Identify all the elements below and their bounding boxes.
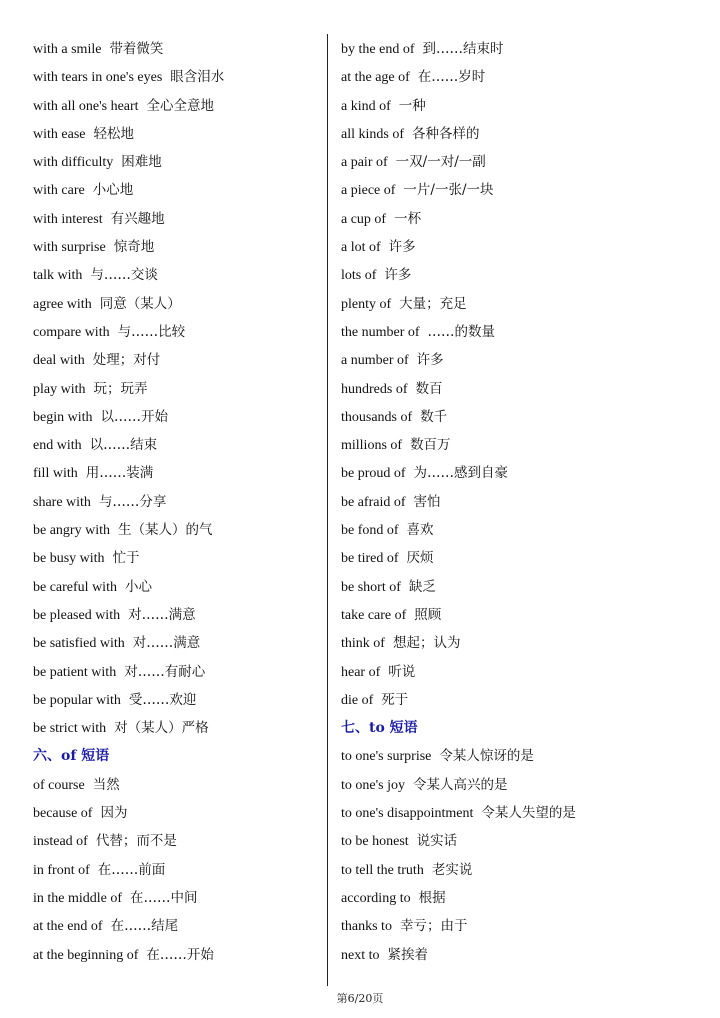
phrase-chinese: 用……装满 [85, 465, 154, 482]
phrase-chinese: 眼含泪水 [170, 69, 225, 86]
phrase-chinese: 为……感到自豪 [413, 465, 509, 482]
phrase-chinese: 小心 [124, 578, 152, 595]
phrase-english: in the middle of [33, 890, 123, 906]
phrase-row [33, 403, 333, 431]
phrase-row [341, 573, 641, 601]
phrase-english: be fond of [341, 523, 399, 539]
left-column [33, 35, 333, 969]
phrase-row [341, 92, 641, 120]
phrase-chinese: 数百万 [410, 437, 451, 454]
phrase-chinese: 全心全意地 [146, 97, 215, 114]
phrase-row [33, 573, 333, 601]
phrase-row [33, 233, 333, 261]
phrase-chinese: 有兴趣地 [110, 210, 165, 227]
phrase-english: talk with [33, 268, 83, 284]
phrase-english: a cup of [341, 211, 387, 227]
phrase-row [33, 658, 333, 686]
phrase-english: be strict with [33, 721, 107, 737]
phrase-row [341, 544, 641, 572]
phrase-row [33, 176, 333, 204]
phrase-english: thanks to [341, 919, 392, 935]
phrase-row [33, 714, 333, 742]
phrase-chinese: 惊奇地 [113, 239, 155, 256]
phrase-row [33, 375, 333, 403]
phrase-english: with interest [33, 211, 103, 227]
phrase-chinese: 轻松地 [93, 125, 134, 142]
phrase-english: play with [33, 381, 86, 397]
phrase-row [33, 856, 333, 884]
phrase-row [33, 686, 333, 714]
phrase-english: at the age of [341, 70, 410, 86]
phrase-english: be busy with [33, 551, 105, 567]
phrase-english: in front of [33, 862, 90, 878]
phrase-row [341, 742, 641, 770]
phrase-chinese: 令某人失望的是 [481, 805, 576, 822]
phrase-english: compare with [33, 324, 110, 340]
section-heading: 七、to 短语 [341, 720, 418, 737]
phrase-chinese: 困难地 [121, 154, 162, 171]
phrase-chinese: 根据 [418, 889, 446, 906]
phrase-row [341, 148, 641, 176]
phrase-row [341, 205, 641, 233]
phrase-chinese: 照顾 [414, 606, 442, 623]
phrase-english: to tell the truth [341, 862, 424, 878]
column-divider [327, 34, 328, 986]
phrase-row [341, 856, 641, 884]
phrase-english: instead of [33, 834, 88, 850]
phrase-chinese: 忙于 [112, 550, 140, 567]
phrase-english: plenty of [341, 296, 392, 312]
phrase-chinese: 小心地 [92, 182, 134, 199]
phrase-row [341, 346, 641, 374]
phrase-row [33, 516, 333, 544]
phrase-english: take care of [341, 607, 407, 623]
phrase-english: a number of [341, 353, 409, 369]
phrase-row [341, 658, 641, 686]
phrase-chinese: 老实说 [431, 861, 473, 878]
phrase-chinese: 害怕 [413, 493, 441, 510]
phrase-chinese: 当然 [92, 776, 120, 793]
phrase-row [33, 261, 333, 289]
phrase-english: be careful with [33, 579, 117, 595]
phrase-chinese: 许多 [416, 352, 444, 369]
section-heading: 六、of 短语 [33, 748, 110, 765]
phrase-chinese: 紧挨着 [387, 946, 428, 963]
phrase-row [33, 92, 333, 120]
phrase-chinese: 令某人高兴的是 [412, 776, 508, 793]
phrase-english: millions of [341, 438, 403, 454]
phrase-chinese: 死于 [381, 691, 409, 708]
phrase-chinese: ……的数量 [427, 323, 496, 340]
phrase-row [33, 290, 333, 318]
phrase-english: be proud of [341, 466, 406, 482]
phrase-chinese: 缺乏 [408, 578, 436, 595]
phrase-chinese: 以……开始 [100, 408, 168, 425]
phrase-row [341, 629, 641, 657]
phrase-english: of course [33, 777, 85, 793]
phrase-english: with ease [33, 126, 86, 142]
phrase-chinese: 对……满意 [128, 606, 196, 623]
phrase-chinese: 到……结束时 [422, 41, 504, 57]
phrase-english: end with [33, 438, 82, 454]
phrase-english: by the end of [341, 42, 415, 57]
phrase-row [33, 120, 333, 148]
phrase-row [341, 884, 641, 912]
phrase-english: lots of [341, 268, 377, 284]
phrase-chinese: 幸亏；由于 [399, 918, 468, 935]
phrase-row [33, 827, 333, 855]
phrase-row [33, 431, 333, 459]
phrase-chinese: 一双/一对/一副 [395, 154, 486, 171]
phrase-row [33, 799, 333, 827]
phrase-row [341, 799, 641, 827]
phrase-chinese: 在……前面 [97, 861, 166, 878]
phrase-chinese: 在……岁时 [417, 69, 486, 86]
phrase-chinese: 数百 [415, 380, 443, 397]
phrase-chinese: 同意（某人） [99, 295, 181, 312]
phrase-chinese: 因为 [100, 805, 128, 822]
phrase-english: thousands of [341, 409, 413, 425]
phrase-chinese: 数千 [420, 408, 448, 425]
phrase-english: to one's joy [341, 777, 405, 793]
phrase-chinese: 与……分享 [98, 493, 167, 510]
phrase-chinese: 对……有耐心 [124, 663, 206, 680]
phrase-english: die of [341, 692, 374, 708]
phrase-row [341, 120, 641, 148]
phrase-chinese: 以……结束 [89, 437, 158, 454]
phrase-english: be angry with [33, 523, 110, 539]
phrase-chinese: 代替；而不是 [95, 833, 177, 850]
phrase-chinese: 大量；充足 [399, 295, 467, 312]
phrase-chinese: 受……欢迎 [128, 691, 197, 708]
phrase-chinese: 玩；玩弄 [93, 380, 148, 397]
phrase-chinese: 说实话 [416, 833, 458, 850]
phrase-row [33, 205, 333, 233]
phrase-chinese: 对……满意 [132, 635, 201, 652]
phrase-english: a kind of [341, 98, 391, 114]
phrase-row [33, 771, 333, 799]
page-number: 第6/20页 [336, 992, 384, 1005]
phrase-row [341, 488, 641, 516]
phrase-row [33, 63, 333, 91]
phrase-chinese: 许多 [388, 239, 416, 256]
phrase-row [341, 459, 641, 487]
phrase-chinese: 带着微笑 [109, 41, 164, 57]
phrase-english: be patient with [33, 664, 117, 680]
phrase-row [341, 63, 641, 91]
phrase-chinese: 听说 [388, 663, 416, 680]
phrase-chinese: 各种各样的 [412, 125, 480, 142]
phrase-row [33, 35, 333, 63]
phrase-row [341, 375, 641, 403]
phrase-english: according to [341, 890, 411, 906]
phrase-row [33, 941, 333, 969]
phrase-row [341, 431, 641, 459]
phrase-english: with difficulty [33, 155, 114, 171]
phrase-english: be afraid of [341, 494, 406, 510]
phrase-english: fill with [33, 466, 78, 482]
phrase-row [341, 290, 641, 318]
phrase-english: with surprise [33, 240, 106, 256]
phrase-english: a piece of [341, 183, 396, 199]
phrase-row [33, 544, 333, 572]
phrase-row [341, 233, 641, 261]
phrase-chinese: 在……中间 [130, 889, 198, 906]
phrase-row [341, 261, 641, 289]
phrase-row [341, 516, 641, 544]
phrase-row [33, 459, 333, 487]
phrase-english: think of [341, 636, 385, 652]
phrase-english: agree with [33, 296, 92, 312]
phrase-row [33, 629, 333, 657]
phrase-english: with all one's heart [33, 98, 139, 114]
phrase-row [33, 488, 333, 516]
phrase-row [341, 686, 641, 714]
phrase-english: to one's surprise [341, 749, 432, 765]
phrase-row [33, 318, 333, 346]
phrase-chinese: 令某人惊讶的是 [439, 748, 534, 765]
phrase-english: be popular with [33, 692, 121, 708]
phrase-english: with tears in one's eyes [33, 70, 163, 86]
phrase-chinese: 厌烦 [406, 550, 434, 567]
right-column [341, 35, 641, 969]
phrase-row [33, 912, 333, 940]
phrase-english: a lot of [341, 240, 381, 256]
phrase-chinese: 许多 [384, 267, 412, 284]
phrase-english: at the end of [33, 919, 103, 935]
phrase-english: with care [33, 183, 85, 199]
phrase-english: share with [33, 494, 91, 510]
phrase-chinese: 在……结尾 [110, 918, 179, 935]
phrase-chinese: 想起；认为 [392, 635, 461, 652]
phrase-english: be satisfied with [33, 636, 125, 652]
phrase-row [341, 912, 641, 940]
phrase-row [33, 601, 333, 629]
phrase-chinese: 一杯 [394, 210, 422, 227]
phrase-row [341, 403, 641, 431]
phrase-chinese: 生（某人）的气 [117, 522, 213, 539]
phrase-row [341, 318, 641, 346]
phrase-english: deal with [33, 353, 85, 369]
phrase-row [33, 148, 333, 176]
phrase-english: hear of [341, 664, 381, 680]
phrase-row [341, 601, 641, 629]
phrase-chinese: 处理；对付 [92, 352, 161, 369]
phrase-chinese: 一片/一张/一块 [403, 182, 494, 199]
phrase-english: with a smile [33, 42, 102, 57]
phrase-chinese: 与……交谈 [90, 267, 158, 284]
phrase-english: hundreds of [341, 381, 408, 397]
phrase-row [341, 35, 641, 63]
phrase-english: be short of [341, 579, 401, 595]
phrase-row [341, 176, 641, 204]
phrase-english: to be honest [341, 834, 409, 850]
phrase-chinese: 与……比较 [117, 323, 186, 340]
phrase-english: begin with [33, 409, 93, 425]
phrase-chinese: 喜欢 [406, 522, 434, 539]
phrase-chinese: 对（某人）严格 [114, 720, 209, 737]
phrase-chinese: 在……开始 [146, 946, 214, 963]
phrase-english: all kinds of [341, 126, 404, 142]
phrase-english: because of [33, 806, 93, 822]
phrase-chinese: 一种 [398, 97, 426, 114]
phrase-english: be tired of [341, 551, 399, 567]
phrase-english: next to [341, 947, 380, 963]
phrase-english: a pair of [341, 155, 388, 171]
phrase-row [341, 771, 641, 799]
phrase-row [341, 941, 641, 969]
phrase-row [341, 827, 641, 855]
phrase-row [33, 884, 333, 912]
phrase-english: be pleased with [33, 607, 121, 623]
phrase-row [33, 346, 333, 374]
phrase-english: at the beginning of [33, 947, 139, 963]
phrase-english: the number of [341, 324, 420, 340]
phrase-english: to one's disappointment [341, 806, 474, 822]
